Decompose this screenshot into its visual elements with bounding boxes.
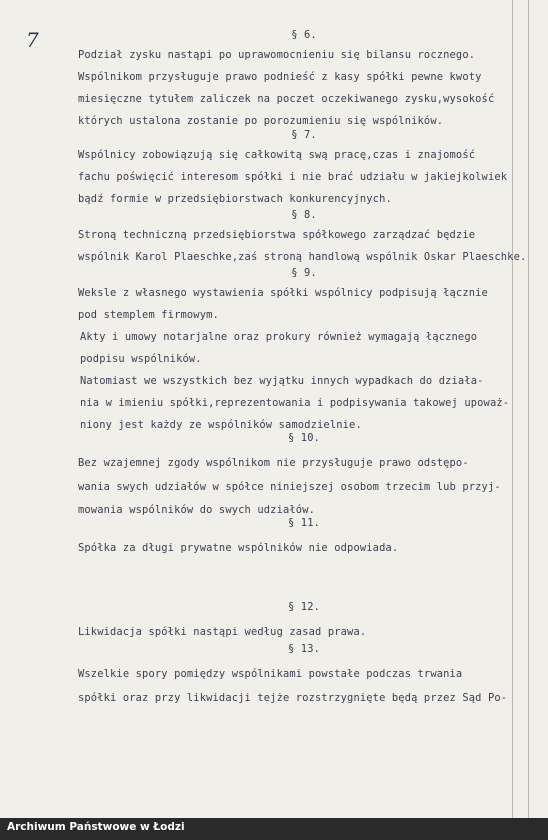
paragraph-line: niony jest każdy ze wspólników samodzielnie. [80,419,362,431]
section-heading: § 11. [287,517,321,529]
paragraph-line: pod stemplem firmowym. [78,309,219,321]
section-heading: § 12. [287,601,321,613]
page-edge-line [512,0,513,818]
paragraph-line: Natomiast we wszystkich bez wyjątku innych wypadkach do działa- [80,375,484,387]
paragraph-line: Wszelkie spory pomiędzy wspólnikami powstałe podczas trwania [78,668,463,680]
paragraph-line: wspólnik Karol Plaeschke,zaś stroną handlową wspólnik Oskar Plaeschke. [78,251,527,263]
paragraph-line: Stroną techniczną przedsiębiorstwa spółkowego zarządzać będzie [78,229,476,241]
paragraph-line: Likwidacja spółki nastąpi według zasad prawa. [78,626,367,638]
archive-label: Archiwum Państwowe w Łodzi [7,821,185,833]
section-heading: § 8. [291,209,317,221]
paragraph-line: Bez wzajemnej zgody wspólnikom nie przysługuje prawo odstępo- [78,457,469,469]
paragraph-line: bądź formie w przedsiębiorstwach konkurencyjnych. [78,193,392,205]
paragraph-line: fachu poświęcić interesom spółki i nie brać udziału w jakiejkolwiek [78,171,508,183]
paragraph-line: mowania wspólników do swych udziałów. [78,504,316,516]
paragraph-line: miesięczne tytułem zaliczek na poczet oczekiwanego zysku,wysokość [78,93,495,105]
section-heading: § 13. [287,643,321,655]
paragraph-line: nia w imieniu spółki,reprezentowania i podpisywania takowej upoważ- [80,397,510,409]
paragraph-line: Akty i umowy notarjalne oraz prokury również wymagają łącznego [80,331,478,343]
paragraph-line: Spółka za długi prywatne wspólników nie odpowiada. [78,542,399,554]
paragraph-line: spółki oraz przy likwidacji tejże rozstrzygnięte będą przez Sąd Po- [78,691,508,704]
archive-footer-bar [0,818,548,840]
section-heading: § 6. [291,29,317,41]
paragraph-line: Wspólnicy zobowiązują się całkowitą swą pracę,czas i znajomość [78,149,476,161]
paragraph-line: Podział zysku nastąpi po uprawomocnieniu się bilansu rocznego. [78,49,476,61]
paragraph-line: Wspólnikom przysługuje prawo podnieść z kasy spółki pewne kwoty [78,71,482,83]
page-edge-line [528,0,529,818]
paragraph-line: Weksle z własnego wystawienia spółki wspólnicy podpisują łącznie [78,287,488,299]
paragraph-line: których ustalona zostanie po porozumieniu się wspólników. [78,115,444,127]
section-heading: § 7. [291,129,317,141]
paragraph-line: wania swych udziałów w spółce niniejszej osobom trzecim lub przyj- [78,480,501,493]
page-number: 7 [26,28,39,52]
section-heading: § 10. [287,432,321,444]
section-heading: § 9. [291,267,317,279]
paragraph-line: podpisu wspólników. [80,353,202,365]
